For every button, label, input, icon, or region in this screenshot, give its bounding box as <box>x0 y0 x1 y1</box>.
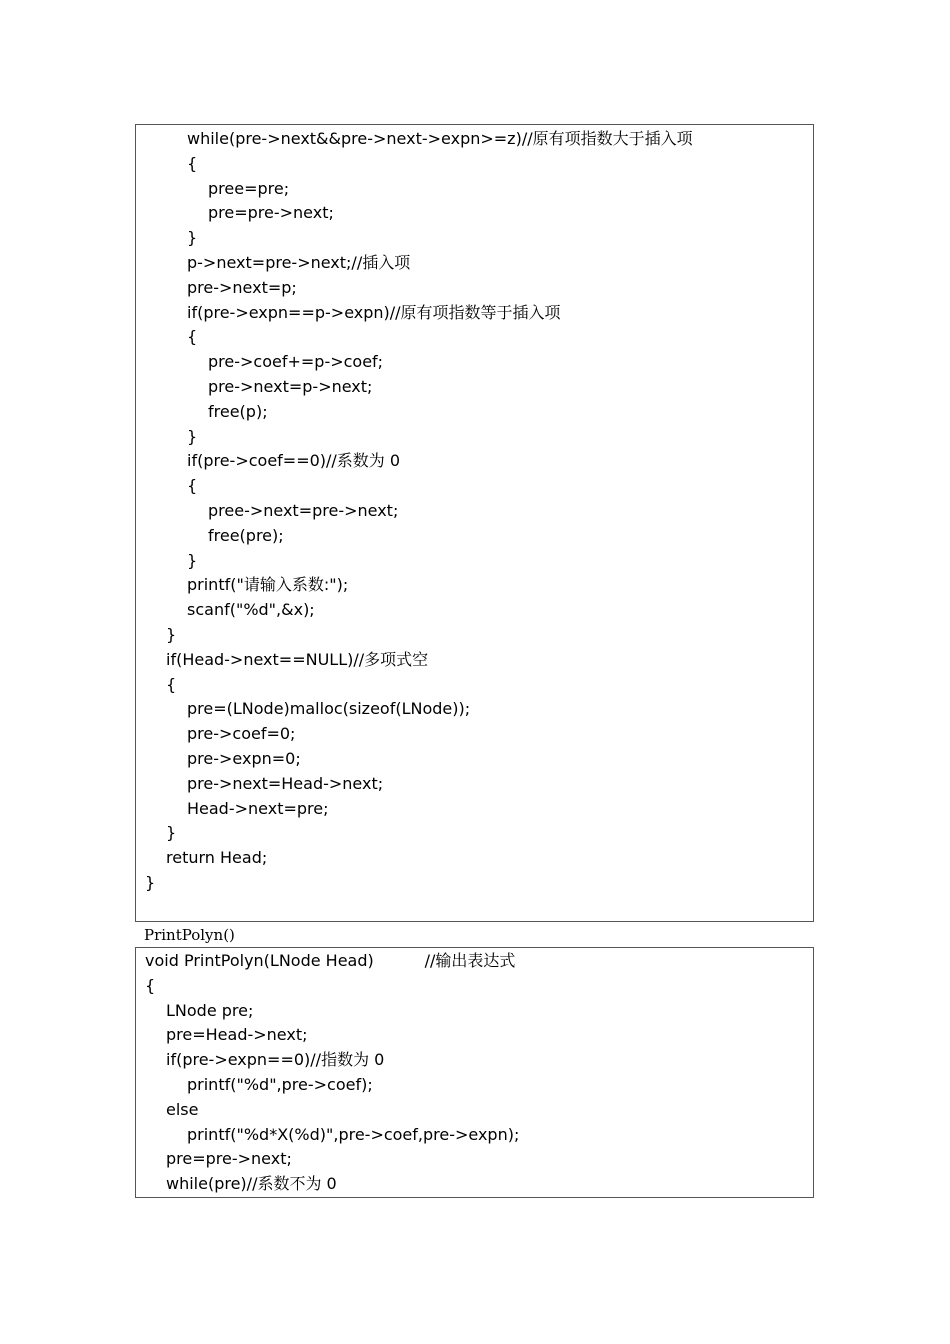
code-line: return Head; <box>166 848 268 868</box>
code-line: pre->next=p; <box>187 277 297 297</box>
code-line: printf("%d*X(%d)",pre->coef,pre->expn); <box>187 1124 520 1144</box>
code-line: p->next=pre->next;//插入项 <box>187 253 411 272</box>
code-line: { <box>187 476 198 496</box>
code-line: if(pre->expn==p->expn)//原有项指数等于插入项 <box>187 302 561 322</box>
code-line: printf("请输入系数:"); <box>187 575 349 595</box>
code-line: pre=pre->next; <box>166 1149 292 1169</box>
code-line: if(Head->next==NULL)//多项式空 <box>166 649 429 669</box>
code-line: free(pre); <box>208 525 284 545</box>
code-line: void PrintPolyn(LNode Head) //输出表达式 <box>145 951 516 970</box>
code-line: while(pre)//系数不为 0 <box>166 1174 337 1194</box>
code-line: if(pre->expn==0)//指数为 0 <box>166 1050 385 1070</box>
code-line: { <box>187 153 198 173</box>
code-line: } <box>187 426 198 446</box>
code-line: Head->next=pre; <box>187 798 329 818</box>
code-line: } <box>145 873 156 892</box>
code-line: free(p); <box>208 401 268 421</box>
code-line: pre=pre->next; <box>208 203 334 223</box>
code-line: while(pre->next&&pre->next->expn>=z)//原有项指数大于插入项 <box>187 129 693 148</box>
code-line: } <box>166 823 177 843</box>
code-line: printf("%d",pre->coef); <box>187 1075 373 1094</box>
code-line: if(pre->coef==0)//系数为 0 <box>187 451 401 471</box>
code-line: { <box>166 674 177 694</box>
code-line: pre=(LNode)malloc(sizeof(LNode)); <box>187 699 471 719</box>
code-line: } <box>187 228 198 248</box>
code-line: } <box>166 625 177 644</box>
code-line: else <box>166 1099 199 1119</box>
code-line: pre->coef=0; <box>187 724 296 744</box>
code-line: pre->next=p->next; <box>208 377 373 396</box>
function-caption: PrintPolyn() <box>144 926 235 944</box>
code-line: pree->next=pre->next; <box>208 501 399 520</box>
code-line: { <box>145 975 156 995</box>
code-line: pre->coef+=p->coef; <box>208 352 384 372</box>
code-line: pre->next=Head->next; <box>187 773 384 793</box>
code-line: { <box>187 327 198 347</box>
code-block-insert-polyn <box>135 124 814 922</box>
code-line: pre->expn=0; <box>187 749 301 768</box>
code-line: } <box>187 550 198 570</box>
code-line: scanf("%d",&x); <box>187 600 315 620</box>
code-line: LNode pre; <box>166 1000 254 1020</box>
code-block-print-polyn <box>135 947 814 1198</box>
code-line: pre=Head->next; <box>166 1025 308 1045</box>
code-line: pree=pre; <box>208 178 290 198</box>
